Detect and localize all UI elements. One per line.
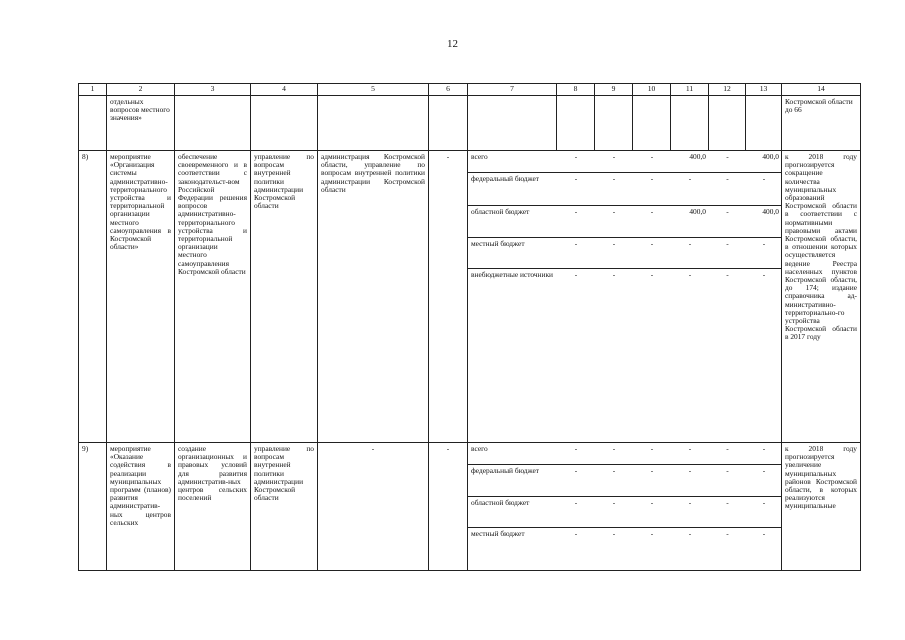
header-cell: 11 (671, 84, 709, 96)
value-cell: 400,0 (746, 151, 782, 172)
header-cell: 4 (251, 84, 318, 96)
row-8 (79, 151, 861, 443)
value-cell: - (746, 496, 782, 527)
source-name: федеральный бюджет (468, 464, 557, 496)
funding-row (468, 205, 782, 237)
header-row (79, 84, 861, 96)
funding-row (468, 268, 782, 438)
responsible-executor: управление по вопросам внутренней политики администрации Костромской области (251, 151, 318, 443)
value-cell: 400,0 (746, 205, 782, 237)
source-name: всего (468, 443, 557, 464)
source-name: федеральный бюджет (468, 172, 557, 205)
value-cell: - (709, 237, 746, 268)
value-cell: - (595, 464, 633, 496)
value-cell: - (650, 528, 654, 538)
co-executors: - (318, 443, 429, 571)
continuation-row (79, 96, 861, 151)
funding-row (468, 443, 782, 464)
funding-block (468, 443, 782, 571)
value-cell: - (709, 443, 746, 464)
value-cell: - (557, 151, 595, 172)
value-cell: - (633, 172, 671, 205)
value-cell: - (633, 151, 671, 172)
value-cell: - (612, 269, 616, 279)
value-cell: - (762, 528, 766, 538)
header-cell: 2 (107, 84, 175, 96)
event-name: мероприятие «Оказание содействия в реализации муниципальных программ (планов) развития административ-ных центров сельских (107, 443, 175, 571)
header-cell: 3 (175, 84, 251, 96)
value-cell: - (595, 172, 633, 205)
value-cell: 400,0 (671, 151, 709, 172)
value-cell: - (746, 443, 782, 464)
value-cell: - (709, 496, 746, 527)
value-cell: - (709, 172, 746, 205)
funding-row (468, 464, 782, 496)
event-goal: создание организационных и правовых условий для развития административ-ных центров сельских поселений (175, 443, 251, 571)
funding-row (468, 237, 782, 268)
funding-row (468, 151, 782, 172)
col6-value: - (429, 443, 468, 571)
value-cell: - (595, 443, 633, 464)
value-cell: - (726, 269, 729, 279)
value-cell: - (595, 496, 633, 527)
value-cell: - (557, 237, 595, 268)
value-cell: - (633, 464, 671, 496)
value-cell: - (595, 205, 633, 237)
value-cell: - (671, 464, 709, 496)
header-cell: 7 (468, 84, 557, 96)
cont-col2: отдельных вопросов местного значения» (107, 96, 175, 151)
funding-block (468, 151, 782, 443)
value-cell: - (671, 496, 709, 527)
expected-result: к 2018 году прогнозируется сокращение количества муниципальных образований Костромской области в соответствии с нормативными правовыми актами Костромской области, в отношении которых осуществляется ведение Реестра населенных пунктов Костромской области, до 174; издание справочника ад-министративно-территориально-го устройства Костромской области в 2017 году (782, 151, 861, 443)
value-cell: - (746, 172, 782, 205)
expected-result: к 2018 году прогнозируется увеличение муниципальных районов Костромской области, в которых реализуются муниципальные (782, 443, 861, 571)
value-cell: - (746, 464, 782, 496)
header-cell: 5 (318, 84, 429, 96)
header-cell: 6 (429, 84, 468, 96)
value-cell: - (574, 269, 578, 279)
header-cell: 10 (633, 84, 671, 96)
row-9 (79, 443, 861, 571)
header-cell: 12 (709, 84, 746, 96)
header-cell: 1 (79, 84, 107, 96)
source-name: местный бюджет (468, 237, 557, 268)
source-name: внебюджетные источники (471, 269, 554, 279)
value-cell: - (746, 237, 782, 268)
value-cell: - (650, 269, 654, 279)
value-cell: - (671, 172, 709, 205)
value-cell: - (709, 464, 746, 496)
value-cell: - (595, 151, 633, 172)
value-cell: 400,0 (671, 205, 709, 237)
value-cell: - (633, 237, 671, 268)
header-cell: 9 (595, 84, 633, 96)
value-cell: - (633, 205, 671, 237)
source-name: всего (468, 151, 557, 172)
value-cell: - (557, 205, 595, 237)
header-cell: 13 (746, 84, 782, 96)
value-cell: - (633, 496, 671, 527)
col6-value: - (429, 151, 468, 443)
responsible-executor: управление по вопросам внутренней политики администрации Костромской области (251, 443, 318, 571)
value-cell: - (688, 528, 692, 538)
event-goal: обеспечение своевременного и в соответствии с законодательст-вом Российской Федерации решения вопросов административно-территориального устройства и территориальной организации местного самоуправления Костромской области (175, 151, 251, 443)
row-number: 9) (79, 443, 107, 571)
cont-col14: Костромской области до 66 (782, 96, 861, 151)
value-cell: - (557, 496, 595, 527)
value-cell: - (688, 269, 692, 279)
source-name: областной бюджет (468, 205, 557, 237)
value-cell: - (762, 269, 766, 279)
source-name: областной бюджет (468, 496, 557, 527)
value-cell: - (671, 237, 709, 268)
value-cell: - (574, 528, 578, 538)
header-cell: 14 (782, 84, 861, 96)
value-cell: - (595, 237, 633, 268)
funding-table (468, 151, 782, 438)
event-name: мероприятие «Организация системы административно-территориального устройства и территориальной организации местного самоуправления в Костромской области» (107, 151, 175, 443)
value-cell: - (633, 443, 671, 464)
funding-row (468, 527, 782, 569)
value-cell: - (557, 464, 595, 496)
value-cell: - (557, 443, 595, 464)
funding-table (468, 443, 782, 569)
value-cell: - (709, 151, 746, 172)
source-name: местный бюджет (471, 528, 525, 538)
value-cell: - (709, 205, 746, 237)
funding-row (468, 172, 782, 205)
row-number: 8) (79, 151, 107, 443)
program-table (78, 83, 861, 571)
funding-row (468, 496, 782, 527)
header-cell: 8 (557, 84, 595, 96)
value-cell: - (726, 528, 729, 538)
co-executors: администрация Костромской области, управление по вопросам внутренней политики администрации Костромской области (318, 151, 429, 443)
value-cell: - (557, 172, 595, 205)
page-number: 12 (447, 38, 458, 50)
value-cell: - (671, 443, 709, 464)
value-cell: - (612, 528, 616, 538)
